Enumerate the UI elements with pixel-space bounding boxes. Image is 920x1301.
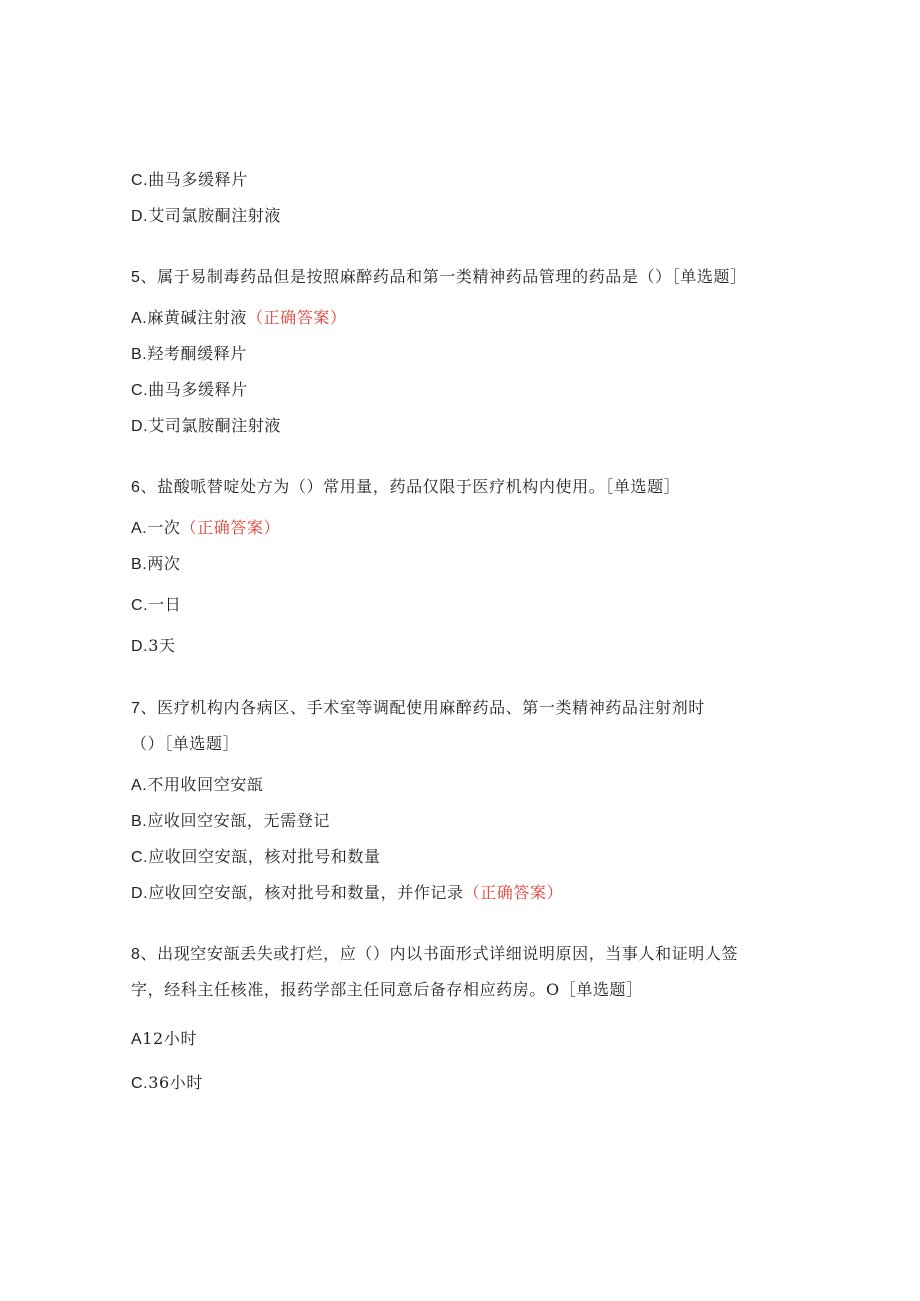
option-letter: D. xyxy=(131,418,149,435)
option-d xyxy=(131,205,281,228)
correct-answer-mark: （正确答案） xyxy=(180,518,281,537)
option-text: 艾司氯胺酮注射液 xyxy=(148,416,282,435)
question-5-option-c xyxy=(131,379,248,402)
option-text: 应收回空安瓿，核对批号和数量，并作记录 xyxy=(148,883,464,902)
option-text: 两次 xyxy=(147,554,181,573)
question-6-option-b xyxy=(131,553,181,576)
option-letter: D. xyxy=(131,638,149,655)
option-letter: A. xyxy=(131,777,148,794)
option-letter: B. xyxy=(131,813,148,830)
question-6-stem xyxy=(131,476,680,499)
option-text: 36小时 xyxy=(148,1073,203,1092)
question-8-option-c xyxy=(131,1072,203,1095)
option-letter: B. xyxy=(131,346,148,363)
question-8-option-a xyxy=(131,1028,197,1051)
question-6-option-d xyxy=(131,635,176,658)
question-6-option-a xyxy=(131,517,280,540)
option-text: 3天 xyxy=(148,636,176,655)
question-5-stem xyxy=(131,266,747,289)
question-number: 6、 xyxy=(131,479,158,496)
option-c xyxy=(131,169,248,192)
option-letter: A. xyxy=(131,520,148,537)
option-letter: C. xyxy=(131,597,149,614)
option-letter: D. xyxy=(131,885,149,902)
question-5-option-b xyxy=(131,343,247,366)
question-5-option-d xyxy=(131,415,281,438)
option-text: 艾司氯胺酮注射液 xyxy=(148,206,282,225)
option-letter: A xyxy=(131,1031,143,1048)
option-letter: D. xyxy=(131,208,149,225)
question-8-stem xyxy=(131,943,738,966)
option-letter: C. xyxy=(131,849,149,866)
option-letter: C. xyxy=(131,1075,149,1092)
question-7-option-c xyxy=(131,846,381,869)
question-7-option-b xyxy=(131,810,330,833)
option-text: 应收回空安瓿，核对批号和数量 xyxy=(148,847,381,866)
option-text: 麻黄碱注射液 xyxy=(147,308,247,327)
question-text: 字，经科主任核准，报药学部主任同意后备存相应药房。O［单选题］ xyxy=(131,980,643,999)
question-number: 7、 xyxy=(131,700,158,717)
question-number: 8、 xyxy=(131,946,158,963)
option-text: 应收回空安瓿，无需登记 xyxy=(147,811,330,830)
option-text: 12小时 xyxy=(142,1029,198,1048)
question-text: 盐酸哌替啶处方为（）常用量，药品仅限于医疗机构内使用。［单选题］ xyxy=(157,477,681,496)
question-5-option-a xyxy=(131,307,347,330)
question-number: 5、 xyxy=(131,269,158,286)
correct-answer-mark: （正确答案） xyxy=(463,883,564,902)
option-letter: C. xyxy=(131,172,149,189)
question-7-stem-continued xyxy=(131,733,239,755)
question-text: 出现空安瓿丢失或打烂，应（）内以书面形式详细说明原因，当事人和证明人签 xyxy=(157,944,739,963)
option-text: 不用收回空安瓿 xyxy=(147,775,264,794)
question-7-option-a xyxy=(131,774,264,797)
option-text: 羟考酮缓释片 xyxy=(147,344,247,363)
option-text: 曲马多缓释片 xyxy=(148,380,248,399)
question-text: 医疗机构内各病区、手术室等调配使用麻醉药品、第一类精神药品注射剂时 xyxy=(157,698,705,717)
option-letter: C. xyxy=(131,382,149,399)
correct-answer-mark: （正确答案） xyxy=(246,308,347,327)
option-text: 一次 xyxy=(147,518,181,537)
question-7-option-d xyxy=(131,882,563,905)
question-text: （）［单选题］ xyxy=(131,734,240,753)
option-text: 曲马多缓释片 xyxy=(148,170,248,189)
option-text: 一日 xyxy=(148,595,182,614)
question-6-option-c xyxy=(131,594,181,617)
question-8-stem-continued xyxy=(131,979,643,1001)
option-letter: A. xyxy=(131,310,148,327)
question-text: 属于易制毒药品但是按照麻醉药品和第一类精神药品管理的药品是（）［单选题］ xyxy=(157,267,747,286)
option-letter: B. xyxy=(131,556,148,573)
question-7-stem xyxy=(131,697,705,720)
